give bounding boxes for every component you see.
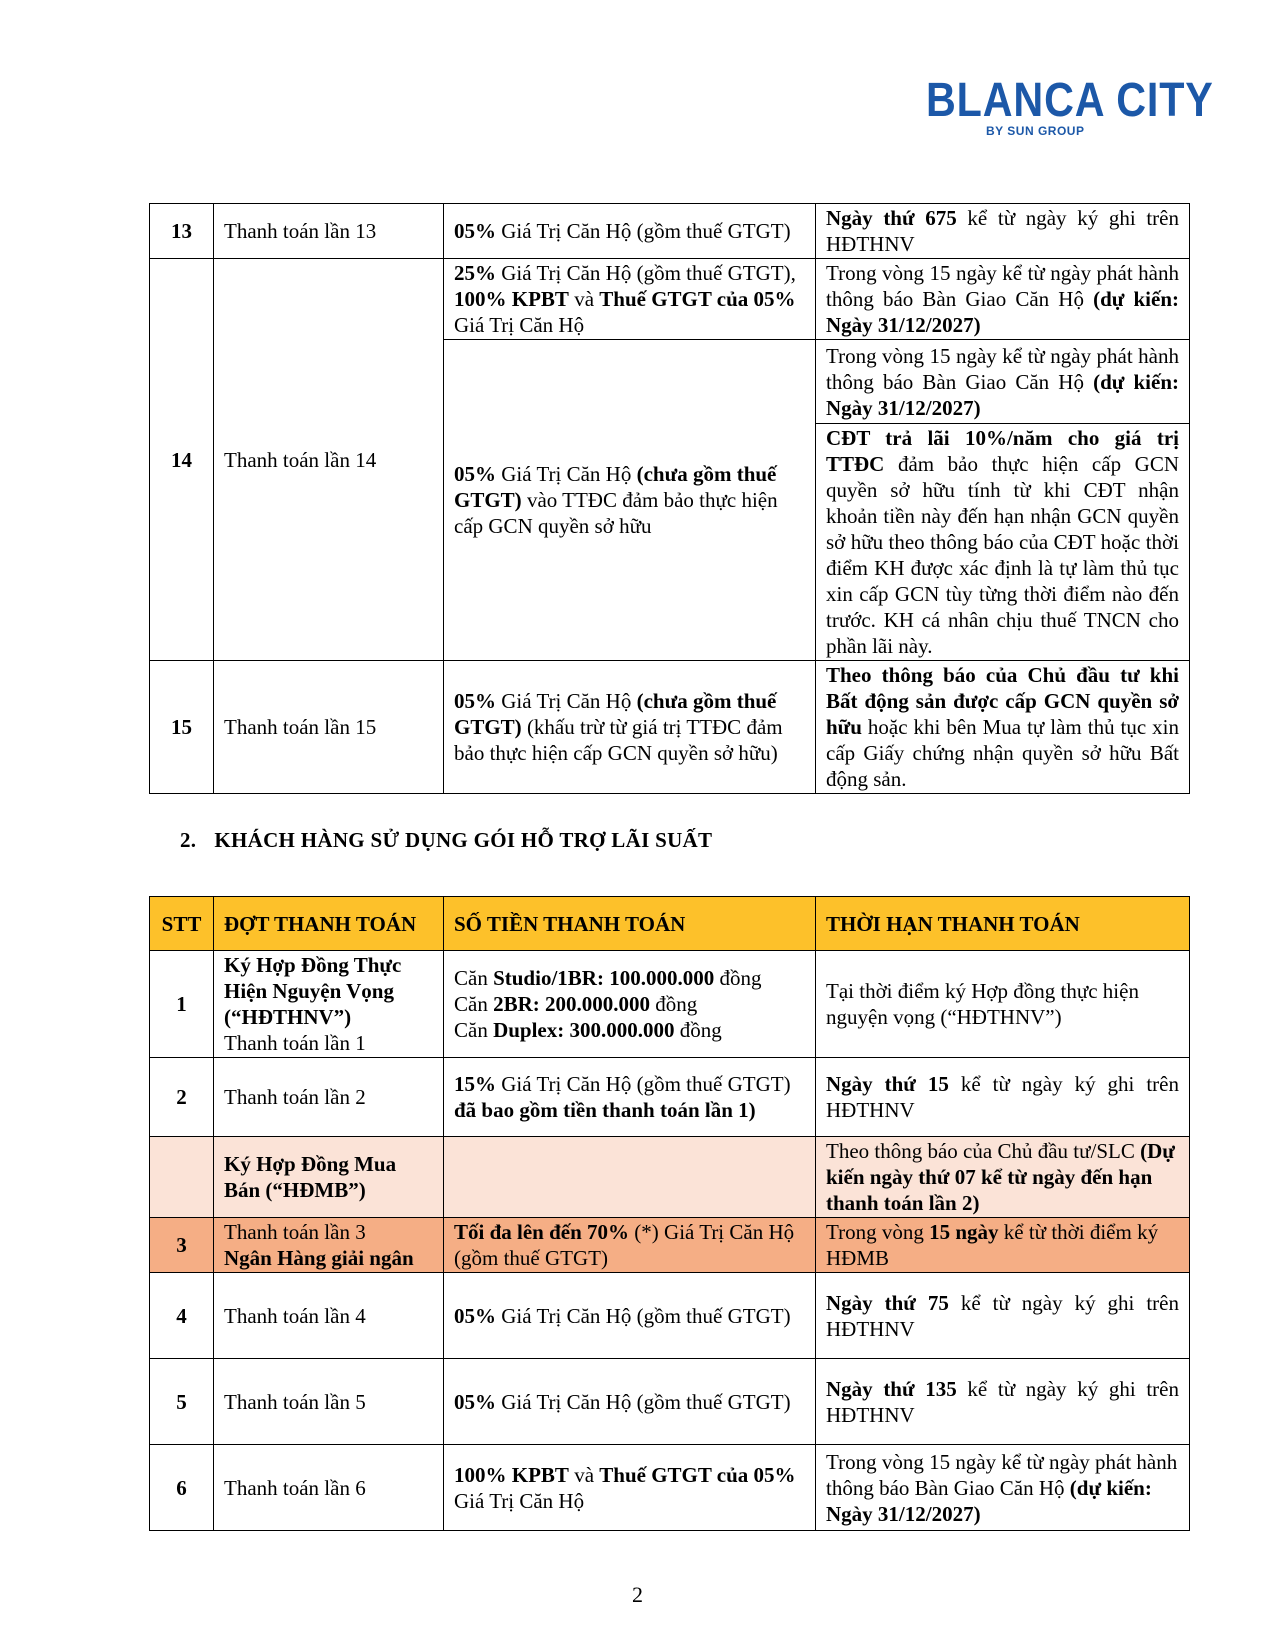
- text-run: Duplex: 300.000.000: [493, 1018, 675, 1042]
- text-run: Trong vòng 15 ngày kể từ ngày phát hành thông báo Bàn Giao Căn Hộ: [826, 261, 1179, 311]
- amount-cell: [444, 1359, 816, 1445]
- text-run: Theo thông báo của Chủ đầu tư khi Bất động sản được cấp GCN quyền sở hữu: [826, 663, 1179, 739]
- text-run: Thuế GTGT của 05%: [599, 287, 796, 311]
- text-run: kể từ ngày ký ghi trên HĐTHNV: [826, 1376, 1179, 1427]
- text-run: đồng: [650, 992, 698, 1016]
- text-run: đã bao gồm tiền thanh toán lần 1): [454, 1098, 756, 1122]
- text-run: Trong vòng 15 ngày kể từ ngày phát hành thông báo Bàn Giao Căn Hộ: [826, 343, 1179, 394]
- text-run: CĐT trả lãi 10%/năm cho giá trị TTĐC: [826, 426, 1179, 476]
- header-stt: STT: [150, 897, 214, 951]
- header-amount: SỐ TIỀN THANH TOÁN: [444, 897, 816, 951]
- text-run: Giá Trị Căn Hộ: [454, 1488, 585, 1513]
- table-row: [150, 1058, 1190, 1137]
- phase-cell: [214, 1137, 444, 1218]
- table-row: [150, 951, 1190, 1058]
- deadline-cell: [816, 1137, 1190, 1218]
- text-run: 25%: [454, 261, 496, 285]
- table-row: [150, 1273, 1190, 1359]
- stt-cell: 3: [150, 1218, 214, 1273]
- amount-cell: [444, 204, 816, 259]
- text-run: Giá Trị Căn Hộ (gồm thuế GTGT): [496, 1072, 791, 1096]
- text-run: 100% KPBT: [454, 1462, 569, 1487]
- deadline-cell: [816, 1359, 1190, 1445]
- text-run: 05%: [454, 689, 496, 713]
- text-run: và: [568, 1462, 600, 1487]
- table-row-hdmb: [150, 1137, 1190, 1218]
- section-number: 2.: [180, 828, 197, 852]
- text-run: (dự kiến: Ngày 31/12/2027): [826, 1475, 1152, 1526]
- amount-cell: [444, 1058, 816, 1137]
- stt-cell: 1: [150, 951, 214, 1058]
- amount-cell: [444, 340, 816, 661]
- text-run: Thanh toán lần 3: [224, 1220, 366, 1244]
- text-run: Giá Trị Căn Hộ: [496, 689, 637, 713]
- text-run: Ngày thứ 75: [826, 1290, 949, 1315]
- amount-cell: [444, 951, 816, 1058]
- text-run: (khấu trừ từ giá trị TTĐC đảm bảo thực hiện cấp GCN quyền sở hữu): [454, 715, 783, 765]
- text-run: Ký Hợp Đồng Thực Hiện Nguyện Vọng (“HĐTHNV”): [224, 953, 402, 1029]
- text-run: và: [568, 287, 600, 311]
- deadline-cell: [816, 1273, 1190, 1359]
- phase-cell: [214, 1273, 444, 1359]
- text-run: vào TTĐC đảm bảo thực hiện cấp GCN quyền sở hữu: [454, 488, 778, 538]
- text-run: Giá Trị Căn Hộ (gồm thuế GTGT): [496, 1303, 791, 1328]
- header-phase: ĐỢT THANH TOÁN: [214, 897, 444, 951]
- text-run: Giá Trị Căn Hộ: [496, 462, 637, 486]
- phase-cell: [214, 951, 444, 1058]
- text-run: kể từ thời điểm ký HĐMB: [826, 1220, 1159, 1270]
- phase-cell: Thanh toán lần 15: [214, 661, 444, 794]
- text-run: 05%: [454, 219, 496, 243]
- text-run: hoặc khi bên Mua tự làm thủ tục xin cấp Giấy chứng nhận quyền sở hữu Bất động sản.: [826, 715, 1179, 791]
- table-row-bank-disbursement: [150, 1218, 1190, 1273]
- logo-title: BLANCA CITY: [926, 74, 1214, 127]
- table-row: [150, 661, 1190, 794]
- deadline-cell: [816, 424, 1190, 661]
- page-number: 2: [632, 1582, 643, 1607]
- stt-cell: 15: [150, 661, 214, 794]
- blanca-city-logo: [926, 74, 1214, 138]
- text-run: 100% KPBT: [454, 287, 569, 311]
- amount-cell: [444, 661, 816, 794]
- text-run: Căn: [454, 966, 494, 990]
- table-row: [150, 1359, 1190, 1445]
- text-run: (chưa gồm thuế GTGT): [454, 689, 777, 739]
- text-run: 15 ngày: [929, 1220, 999, 1244]
- table-row: [150, 204, 1190, 259]
- stt-cell: 6: [150, 1445, 214, 1531]
- text-run: Theo thông báo của Chủ đầu tư/SLC: [826, 1139, 1141, 1163]
- text-run: Tại thời điểm ký Hợp đồng thực hiện nguyện vọng (“HĐTHNV”): [826, 979, 1139, 1029]
- stt-cell: 13: [150, 204, 214, 259]
- text-run: Trong vòng: [826, 1220, 930, 1244]
- deadline-cell: [816, 661, 1190, 794]
- text-run: 15%: [454, 1072, 496, 1096]
- text-run: Ngày thứ 15: [826, 1072, 949, 1096]
- text-run: (dự kiến: Ngày 31/12/2027): [826, 287, 1180, 337]
- phase-cell: [214, 1218, 444, 1273]
- text-run: Thanh toán lần 5: [224, 1389, 366, 1414]
- text-run: kể từ ngày ký ghi trên HĐTHNV: [826, 1290, 1179, 1341]
- text-run: Ngày thứ 135: [826, 1376, 957, 1401]
- text-run: Tối đa lên đến 70%: [454, 1220, 630, 1244]
- text-run: 2BR: 200.000.000: [493, 992, 650, 1016]
- table-row: [150, 1445, 1190, 1531]
- text-run: Thanh toán lần 2: [224, 1085, 366, 1109]
- text-run: Trong vòng 15 ngày kể từ ngày phát hành thông báo Bàn Giao Căn Hộ: [826, 1449, 1178, 1500]
- deadline-cell: [816, 204, 1190, 259]
- text-run: Giá Trị Căn Hộ (gồm thuế GTGT),: [496, 261, 796, 285]
- text-run: Thanh toán lần 6: [224, 1475, 366, 1500]
- text-run: đồng: [714, 966, 762, 990]
- text-run: Thanh toán lần 1: [224, 1031, 366, 1055]
- text-run: kể từ ngày ký ghi trên HĐTHNV: [826, 206, 1179, 256]
- table-row: [150, 259, 1190, 340]
- text-run: 05%: [454, 1389, 496, 1414]
- deadline-cell: [816, 951, 1190, 1058]
- phase-cell: [214, 1445, 444, 1531]
- amount-cell: [444, 1137, 816, 1218]
- deadline-cell: [816, 1445, 1190, 1531]
- stt-cell: 14: [150, 259, 214, 661]
- phase-cell: [214, 1058, 444, 1137]
- text-run: Studio/1BR: 100.000.000: [493, 966, 715, 990]
- text-run: (Dự kiến ngày thứ 07 kể từ ngày đến hạn thanh toán lần 2): [826, 1139, 1175, 1215]
- deadline-cell: [816, 259, 1190, 340]
- table-header-row: [150, 897, 1190, 951]
- text-run: Thanh toán lần 4: [224, 1303, 366, 1328]
- payment-table-continued: [149, 203, 1190, 794]
- deadline-cell: [816, 340, 1190, 424]
- text-run: Giá Trị Căn Hộ (gồm thuế GTGT): [496, 1389, 791, 1414]
- text-run: Ngày thứ 675: [826, 206, 957, 230]
- text-run: (chưa gồm thuế GTGT): [454, 462, 777, 512]
- text-run: Giá Trị Căn Hộ: [454, 313, 585, 337]
- text-run: 05%: [454, 462, 496, 486]
- text-run: đảm bảo thực hiện cấp GCN quyền sở hữu tính từ khi CĐT nhận khoản tiền này đến hạn nhận GCN quyền sở hữu theo thông báo của CĐT hoặc thời điểm KH được xác định là tự làm thủ tục xin cấp GCN tùy từng thời điểm nào đến trước. KH cá nhân chịu thuế TNCN cho phần lãi này.: [826, 452, 1179, 658]
- stt-cell: 5: [150, 1359, 214, 1445]
- text-run: đồng: [674, 1018, 722, 1042]
- header-deadline: THỜI HẠN THANH TOÁN: [816, 897, 1190, 951]
- section-2-title: [180, 828, 730, 853]
- text-run: Ngân Hàng giải ngân: [224, 1246, 414, 1270]
- text-run: (*) Giá Trị Căn Hộ (gồm thuế GTGT): [454, 1220, 795, 1270]
- text-run: Căn: [454, 1018, 494, 1042]
- text-run: kể từ ngày ký ghi trên HĐTHNV: [826, 1072, 1179, 1122]
- stt-cell: 4: [150, 1273, 214, 1359]
- phase-cell: Thanh toán lần 14: [214, 259, 444, 661]
- deadline-cell: [816, 1218, 1190, 1273]
- phase-cell: [214, 1359, 444, 1445]
- amount-cell: [444, 259, 816, 340]
- phase-cell: Thanh toán lần 13: [214, 204, 444, 259]
- interest-support-payment-table: [149, 896, 1190, 1531]
- text-run: Giá Trị Căn Hộ (gồm thuế GTGT): [496, 219, 791, 243]
- section-heading: KHÁCH HÀNG SỬ DỤNG GÓI HỖ TRỢ LÃI SUẤT: [214, 828, 713, 852]
- text-run: Thuế GTGT của 05%: [599, 1462, 796, 1487]
- amount-cell: [444, 1218, 816, 1273]
- amount-cell: [444, 1273, 816, 1359]
- text-run: Căn: [454, 992, 494, 1016]
- text-run: Ký Hợp Đồng Mua Bán (“HĐMB”): [224, 1152, 397, 1202]
- text-run: 05%: [454, 1303, 496, 1328]
- stt-cell: 2: [150, 1058, 214, 1137]
- text-run: (dự kiến: Ngày 31/12/2027): [826, 369, 1180, 420]
- deadline-cell: [816, 1058, 1190, 1137]
- logo-subtitle: BY SUN GROUP: [986, 124, 1085, 138]
- amount-cell: [444, 1445, 816, 1531]
- stt-cell: [150, 1137, 214, 1218]
